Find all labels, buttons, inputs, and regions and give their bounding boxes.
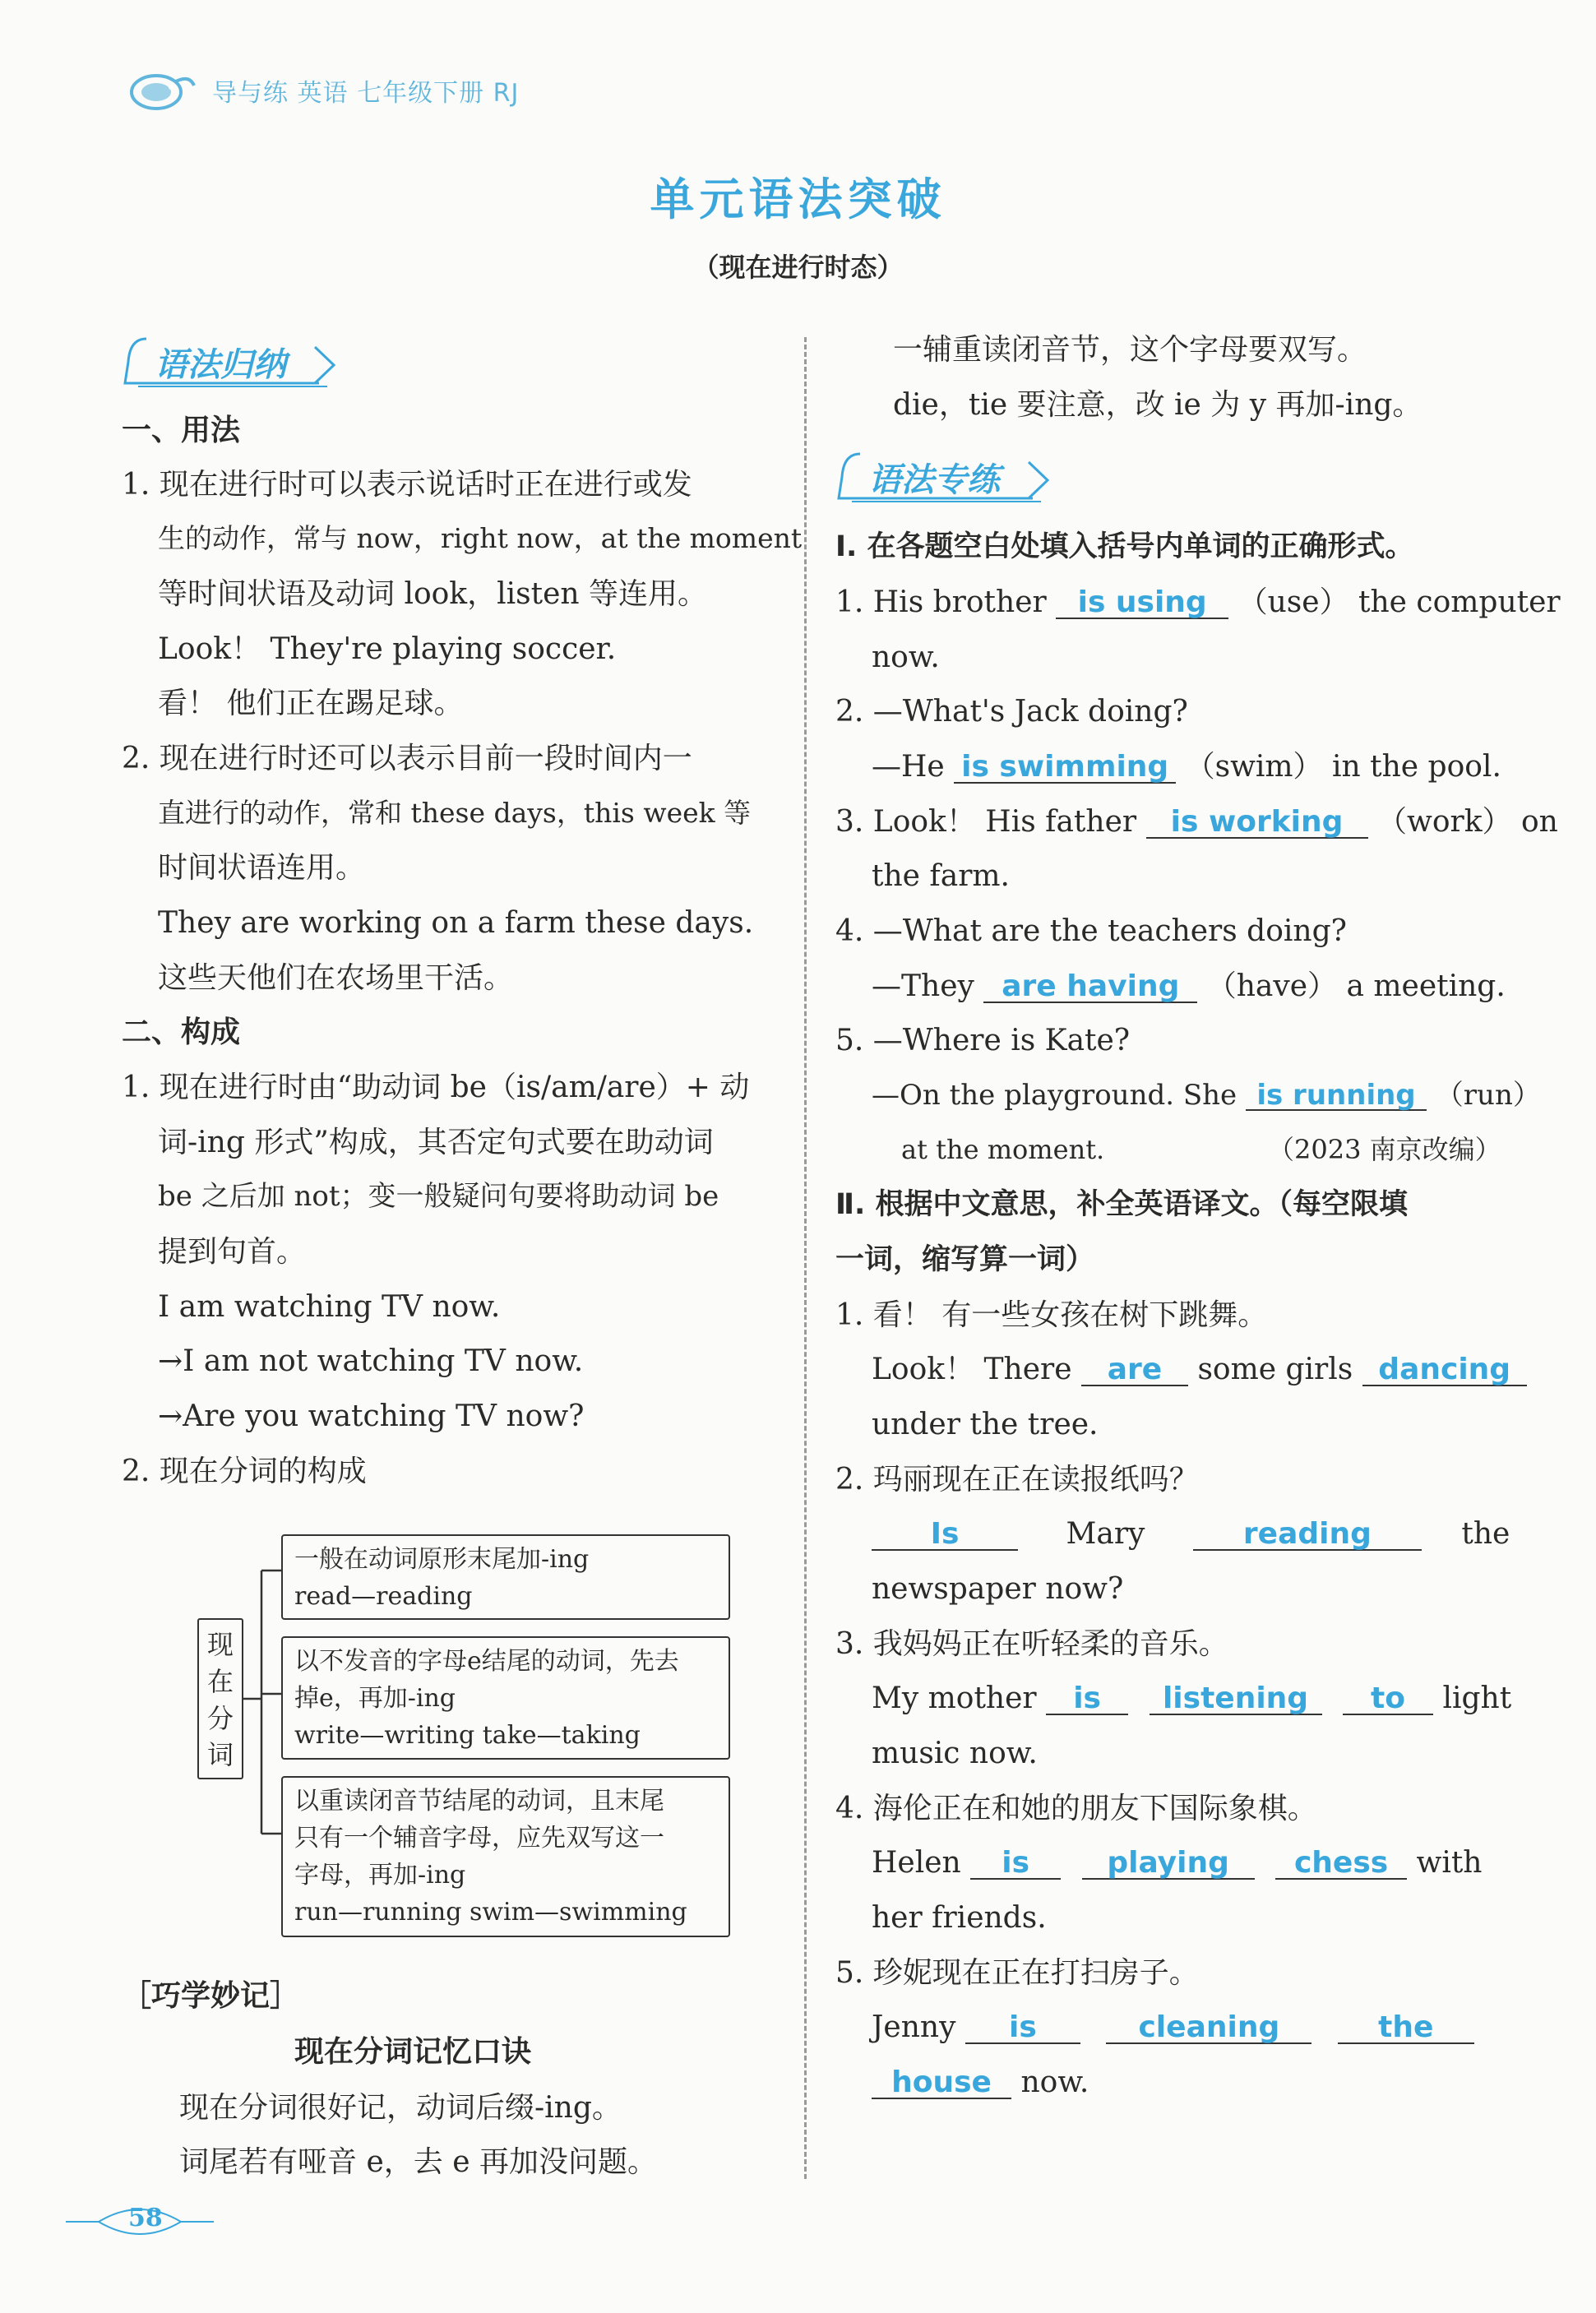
tree-root-label <box>197 1618 243 1779</box>
q-text: the <box>1461 1517 1510 1551</box>
rule-text: 以不发音的字母e结尾的动词，先去 <box>294 1647 679 1676</box>
rule-example: write—writing take—taking <box>294 1721 641 1750</box>
bird-logo-icon <box>123 66 197 115</box>
rule-box-1 <box>281 1534 730 1620</box>
p1-q3 <box>835 807 1558 839</box>
q-text: Look！ There <box>872 1353 1072 1386</box>
q-text: Jenny <box>872 2010 956 2044</box>
p2-q3-cont: music now. <box>872 1737 1038 1770</box>
rule-text: 掉e，再加-ing <box>294 1684 456 1713</box>
answer-blank: Is <box>872 1520 1018 1551</box>
column-divider <box>804 337 807 2179</box>
answer-blank: dancing <box>1362 1355 1527 1386</box>
p1-q4: 4. —What are the teachers doing? <box>835 914 1347 948</box>
p2-q2-cont: newspaper now? <box>872 1572 1124 1606</box>
q-text: Mary <box>1066 1517 1145 1551</box>
page-title: 单元语法突破 <box>650 173 946 225</box>
series-title: 导与练 英语 七年级下册 RJ <box>212 79 520 108</box>
answer-blank: chess <box>1275 1848 1407 1880</box>
usage-1-line-2: 生的动作，常与 now，right now，at the moment <box>158 522 803 554</box>
rule-box-3 <box>281 1776 730 1937</box>
part-2-title-2: 一词，缩写算一词） <box>835 1243 1095 1276</box>
p2-q3-en <box>872 1684 1511 1715</box>
tip-line-2: 词尾若有哑音 e，去 e 再加没问题。 <box>179 2145 657 2179</box>
usage-1-line-3: 等时间状语及动词 look，listen 等连用。 <box>158 577 708 611</box>
q-text: —They <box>872 969 974 1003</box>
answer-blank: cleaning <box>1106 2013 1311 2044</box>
q-text: light <box>1442 1682 1512 1715</box>
usage-2-example-en: They are working on a farm these days. <box>158 906 754 940</box>
section-badge-summary <box>122 329 352 395</box>
form-1-example-3: →Are you watching TV now? <box>158 1399 585 1433</box>
rule-text: 一般在动词原形末尾加-ing <box>294 1545 590 1574</box>
answer-blank: reading <box>1193 1520 1422 1551</box>
header <box>123 66 519 115</box>
form-1-example-2: →I am not watching TV now. <box>158 1344 584 1378</box>
p1-q5-cont: at the moment. <box>901 1134 1105 1165</box>
usage-1-example-cn: 看！ 他们正在踢足球。 <box>158 687 464 720</box>
answer-blank: is <box>970 1848 1061 1880</box>
form-title: 二、构成 <box>122 1015 241 1049</box>
p2-q1-cn: 1. 看！ 有一些女孩在树下跳舞。 <box>835 1298 1268 1332</box>
answer-blank: house <box>872 2068 1011 2099</box>
answer-blank: are <box>1081 1355 1188 1386</box>
usage-1-line-1: 1. 现在进行时可以表示说话时正在进行或发 <box>122 468 692 502</box>
q-text: some girls <box>1197 1353 1353 1386</box>
rule-box-2 <box>281 1636 730 1760</box>
p2-q3-cn: 3. 我妈妈正在听轻柔的音乐。 <box>835 1627 1228 1661</box>
p2-q4-cn: 4. 海伦正在和她的朋友下国际象棋。 <box>835 1792 1317 1825</box>
tree-char: 词 <box>206 1739 234 1771</box>
usage-2-line-1: 2. 现在进行时还可以表示目前一段时间内一 <box>122 742 692 775</box>
q-text: （use） the computer <box>1237 585 1561 619</box>
answer-blank: to <box>1343 1684 1433 1715</box>
form-2-title: 2. 现在分词的构成 <box>122 1455 367 1488</box>
q-text: My mother <box>872 1682 1037 1715</box>
p2-q5-en <box>872 2010 1474 2044</box>
p2-q1-cont: under the tree. <box>872 1408 1099 1441</box>
p1-q4-answer-line <box>872 969 1506 1003</box>
p2-q2-cn: 2. 玛丽现在正在读报纸吗？ <box>835 1463 1199 1497</box>
tree-connector <box>243 1538 285 1867</box>
tree-char: 分 <box>206 1702 234 1734</box>
answer-blank: is <box>965 2013 1080 2044</box>
p1-q1 <box>835 585 1561 619</box>
usage-title: 一、用法 <box>122 414 241 447</box>
q-text: 1. His brother <box>835 585 1047 619</box>
answer-blank: playing <box>1082 1848 1255 1880</box>
form-1-example-1: I am watching TV now. <box>158 1290 501 1324</box>
rule-continued-1: 一辅重读闭音节，这个字母要双写。 <box>893 333 1367 367</box>
q-text: （have） a meeting. <box>1206 969 1506 1003</box>
tree-char: 在 <box>206 1665 234 1697</box>
answer-blank: is using <box>1056 588 1228 619</box>
section-label: 语法专练 <box>868 461 1000 499</box>
p1-q2: 2. —What's Jack doing? <box>835 695 1188 729</box>
p2-q5-cont <box>872 2068 1089 2099</box>
q-text: （swim） in the pool. <box>1185 750 1501 784</box>
q-text: （work） on <box>1377 805 1558 839</box>
section-badge-practice <box>835 444 1066 510</box>
rule-example: run—running swim—swimming <box>294 1898 687 1927</box>
p2-q2-en <box>872 1517 1510 1551</box>
p1-q5: 5. —Where is Kate? <box>835 1024 1131 1057</box>
part-1-title: Ⅰ. 在各题空白处填入括号内单词的正确形式。 <box>835 530 1414 563</box>
tree-char: 现 <box>206 1629 234 1660</box>
answer-blank: is working <box>1146 807 1368 839</box>
q-text: —On the playground. She <box>872 1079 1237 1112</box>
usage-2-line-3: 时间状语连用。 <box>158 851 366 885</box>
p1-q5-source: （2023 南京改编） <box>1268 1134 1501 1165</box>
p2-q4-en <box>872 1848 1483 1880</box>
form-1-line-1: 1. 现在进行时由“助动词 be（is/am/are）+ 动 <box>122 1071 750 1104</box>
q-text: with <box>1416 1846 1483 1880</box>
p1-q5-answer-line <box>872 1081 1541 1111</box>
answer-blank: are having <box>983 972 1197 1003</box>
rule-text: 以重读闭音节结尾的动词，且末尾 <box>294 1787 664 1816</box>
p1-q1-cont: now. <box>872 641 940 674</box>
p1-q2-answer-line <box>872 752 1501 784</box>
answer-blank: the <box>1338 2013 1474 2044</box>
usage-2-line-2: 直进行的动作，常和 these days，this week 等 <box>158 797 752 829</box>
usage-2-example-cn: 这些天他们在农场里干活。 <box>158 961 514 995</box>
p2-q4-cont: her friends. <box>872 1901 1047 1935</box>
rule-text: 字母，再加-ing <box>294 1861 466 1890</box>
q-text: Helen <box>872 1846 961 1880</box>
tip-line-1: 现在分词很好记，动词后缀-ing。 <box>179 2091 622 2125</box>
q-text: 3. Look！ His father <box>835 805 1137 839</box>
tip-title: 现在分词记忆口诀 <box>294 2035 532 2069</box>
tip-label: ［巧学妙记］ <box>122 1979 300 2013</box>
form-1-line-4: 提到句首。 <box>158 1235 307 1269</box>
page-number: 58 <box>128 2204 163 2232</box>
p2-q5-cn: 5. 珍妮现在正在打扫房子。 <box>835 1956 1199 1990</box>
form-1-line-3: be 之后加 not；变一般疑问句要将助动词 be <box>158 1180 719 1213</box>
p1-q3-cont: the farm. <box>872 859 1010 893</box>
answer-blank: is swimming <box>954 752 1176 784</box>
form-1-line-2: 词-ing 形式”构成，其否定句式要在助动词 <box>158 1126 714 1159</box>
answer-blank: listening <box>1150 1684 1322 1715</box>
usage-1-example-en: Look！ They're playing soccer. <box>158 632 617 666</box>
rule-example: read—reading <box>294 1582 473 1611</box>
part-2-title-1: Ⅱ. 根据中文意思，补全英语译文。（每空限填 <box>835 1188 1409 1221</box>
q-text: —He <box>872 750 945 784</box>
p2-q1-en <box>872 1355 1527 1386</box>
q-text: （run） <box>1435 1079 1541 1112</box>
rule-text: 只有一个辅音字母，应先双写这一 <box>294 1824 664 1853</box>
section-label: 语法归纳 <box>155 346 286 384</box>
answer-blank: is running <box>1246 1081 1427 1111</box>
rule-continued-2: die，tie 要注意，改 ie 为 y 再加-ing。 <box>893 388 1423 422</box>
page-subtitle: （现在进行时态） <box>692 252 904 283</box>
answer-blank: is <box>1046 1684 1128 1715</box>
q-text: now. <box>1020 2066 1089 2099</box>
